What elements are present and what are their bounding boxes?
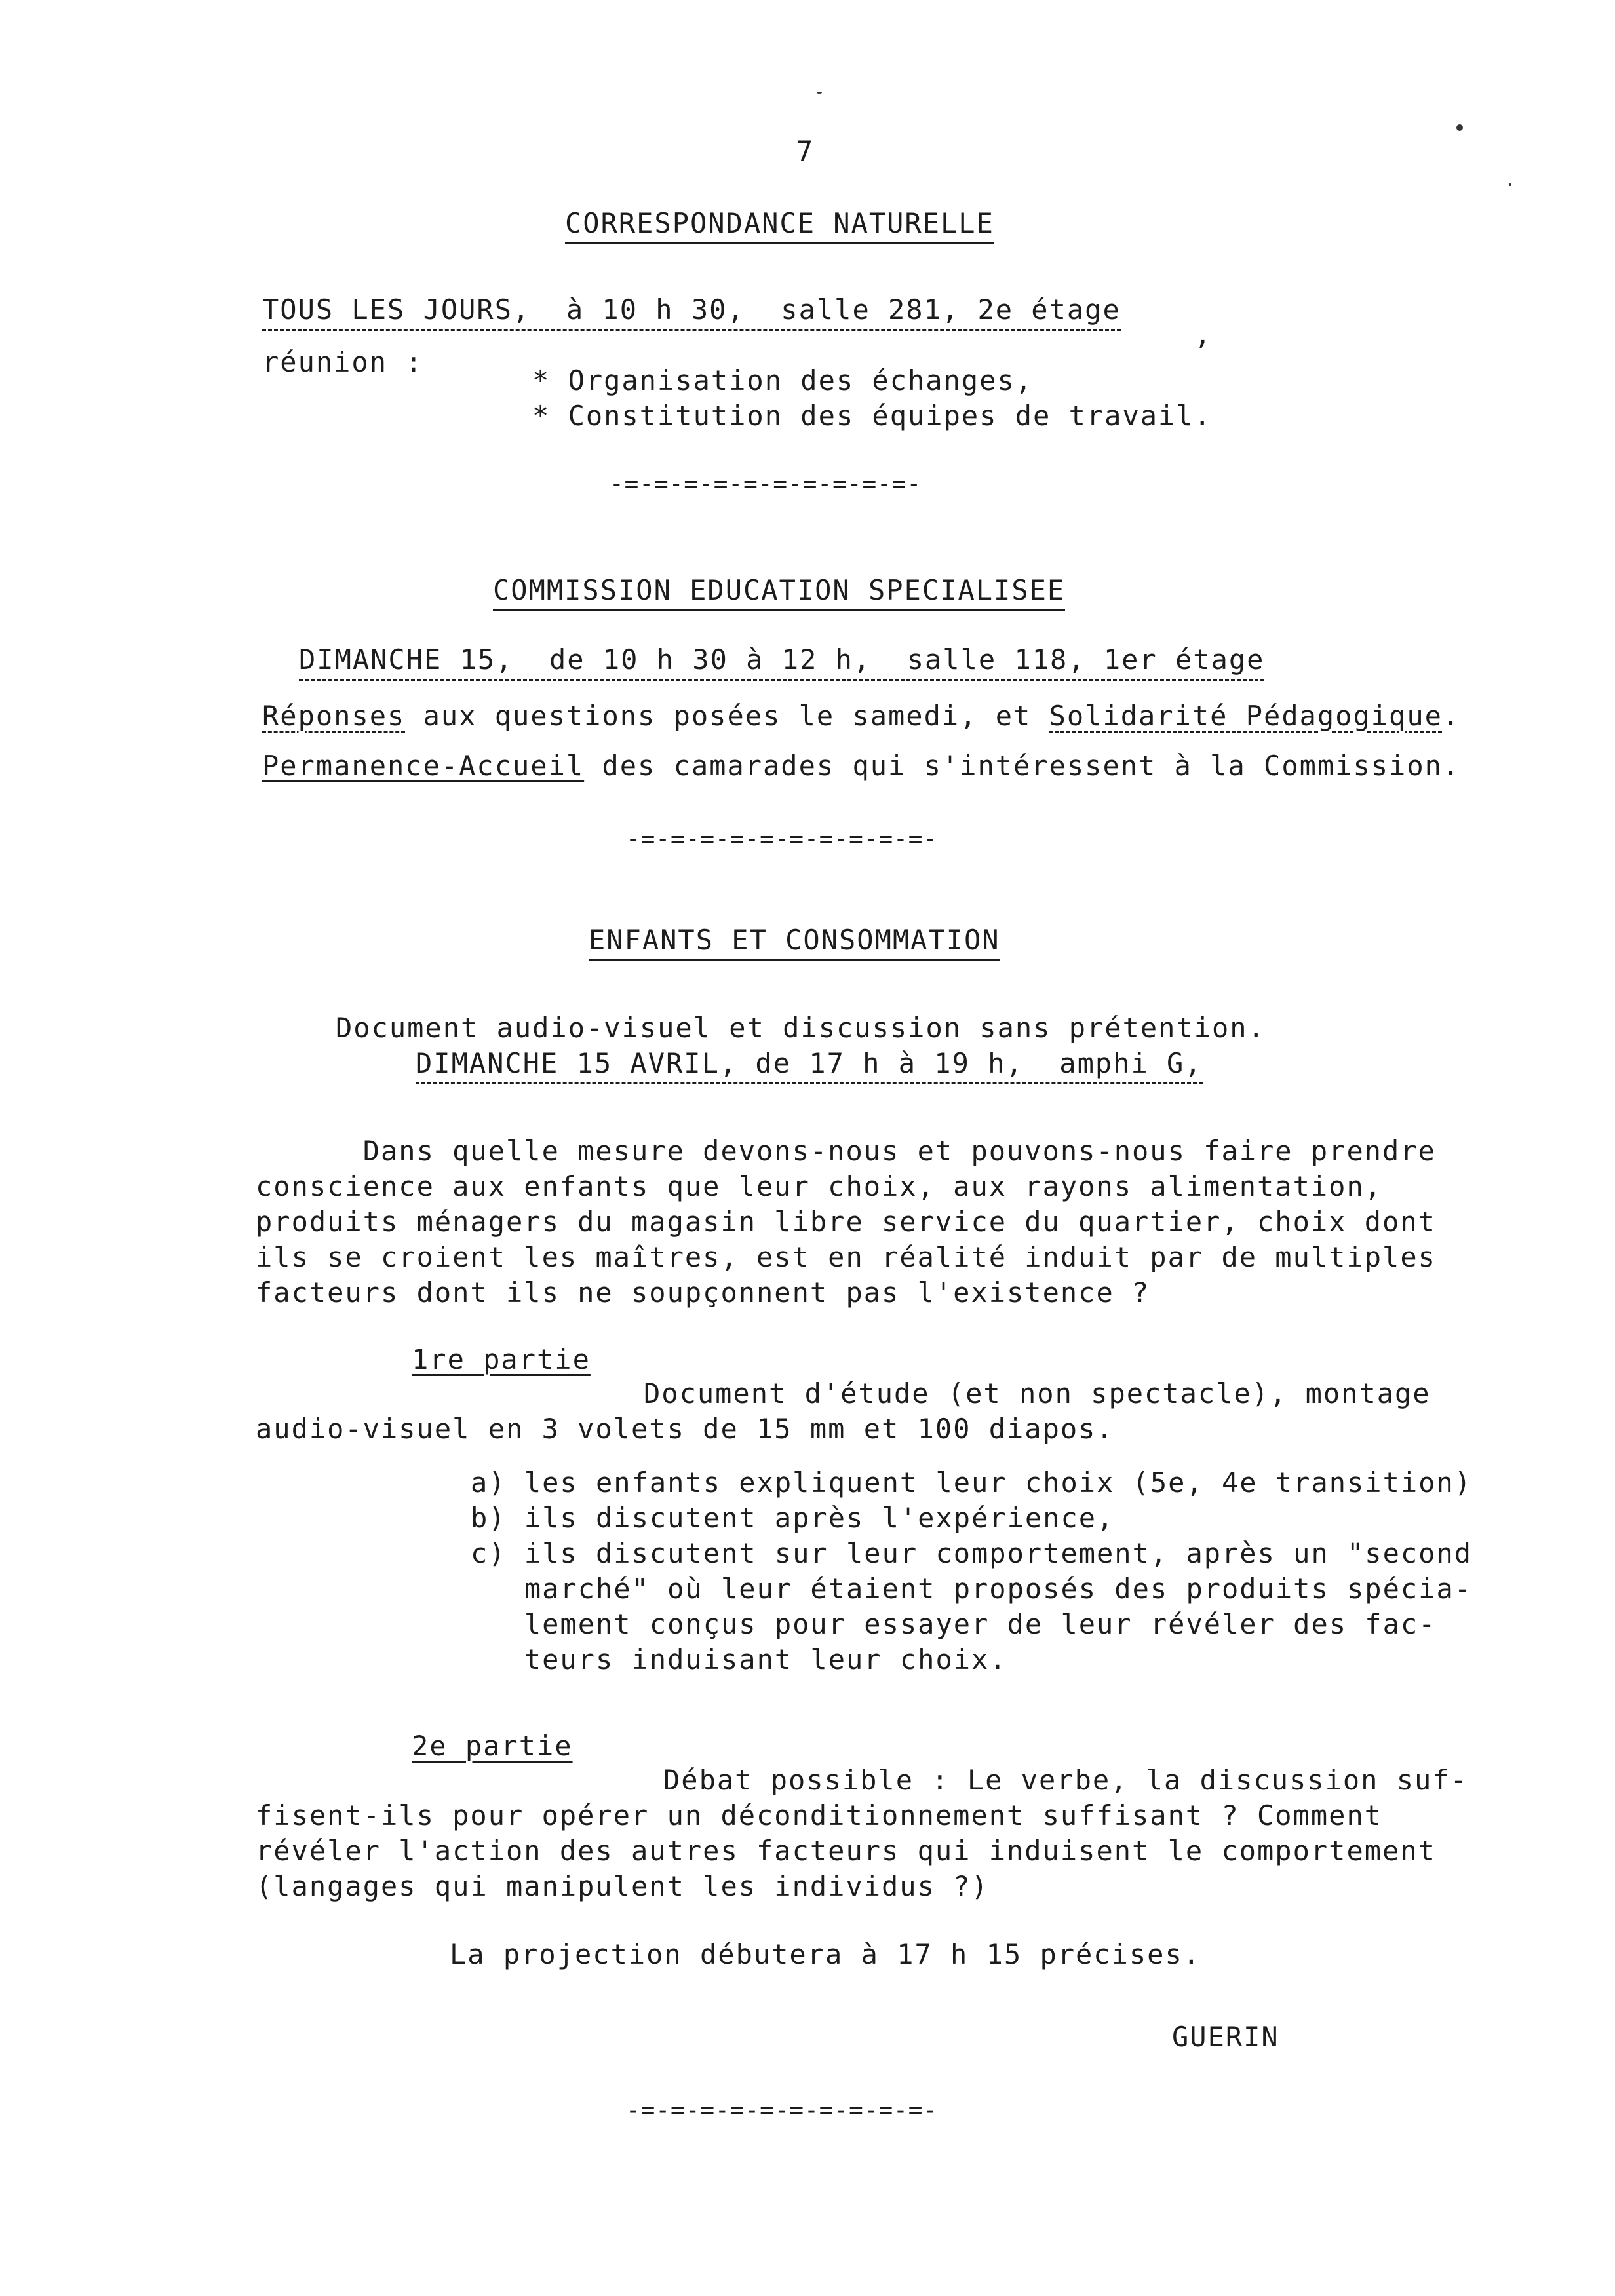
part1-list-item: teurs induisant leur choix.: [471, 1643, 1007, 1675]
paragraph-line: conscience aux enfants que leur choix, aux rayons alimentation,: [256, 1170, 1383, 1202]
section2-line-permanence: Permanence-Accueil des camarades qui s'intéressent à la Commission.: [262, 750, 1461, 782]
section3-intro: Document audio-visuel et discussion sans prétention.: [336, 1012, 1266, 1044]
projection-note: La projection débutera à 17 h 15 précises.: [450, 1938, 1201, 1970]
separator: -=-=-=-=-=-=-=-=-=-=-: [626, 826, 939, 852]
permanence-label: Permanence-Accueil: [262, 750, 585, 782]
part1-list-item: marché" où leur étaient proposés des produits spécia-: [471, 1573, 1473, 1605]
separator: -=-=-=-=-=-=-=-=-=-=-: [610, 470, 922, 497]
scan-speck: [1509, 183, 1511, 186]
part1-heading: 1re partie: [412, 1343, 591, 1375]
scan-speck: [817, 92, 822, 94]
page-number: 7: [796, 135, 815, 167]
section-title-commission: COMMISSION EDUCATION SPECIALISEE: [493, 577, 1065, 611]
section1-label: réunion :: [262, 346, 423, 378]
part1-line: audio-visuel en 3 volets de 15 mm et 100 diapos.: [256, 1413, 1114, 1445]
part1-list-item: c) ils discutent sur leur comportement, après un "second: [471, 1537, 1473, 1569]
part1-list-item: lement conçus pour essayer de leur révéler des fac-: [471, 1608, 1437, 1640]
part1-list-item: b) ils discutent après l'expérience,: [471, 1502, 1115, 1534]
paragraph-line: ils se croient les maîtres, est en réalité induit par de multiples: [256, 1241, 1436, 1273]
reponses-label: Réponses: [262, 700, 406, 732]
paragraph-line: produits ménagers du magasin libre service du quartier, choix dont: [256, 1206, 1436, 1238]
part2-line: Débat possible : Le verbe, la discussion suf-: [663, 1764, 1468, 1796]
part1-line: Document d'étude (et non spectacle), montage: [644, 1377, 1431, 1409]
section-title-correspondance: CORRESPONDANCE NATURELLE: [565, 210, 994, 244]
part2-line: révéler l'action des autres facteurs qui induisent le comportement: [256, 1835, 1436, 1867]
part1-list-item: a) les enfants expliquent leur choix (5e, 4e transition): [471, 1466, 1473, 1499]
section-title-enfants: ENFANTS ET CONSOMMATION: [589, 927, 1000, 961]
section3-schedule: DIMANCHE 15 AVRIL, de 17 h à 19 h, amphi G,: [416, 1050, 1203, 1084]
section2-line-responses: Réponses aux questions posées le samedi, et Solidarité Pédagogique.: [262, 700, 1461, 732]
section1-item: * Organisation des échanges,: [532, 364, 1034, 396]
solidarite-label: Solidarité Pédagogique: [1049, 700, 1443, 732]
part2-heading: 2e partie: [412, 1730, 573, 1762]
section1-item: * Constitution des équipes de travail.: [532, 400, 1212, 432]
paragraph-line: Dans quelle mesure devons-nous et pouvons-nous faire prendre: [256, 1135, 1436, 1167]
part2-line: fisent-ils pour opérer un déconditionnement suffisant ? Comment: [256, 1799, 1383, 1831]
section2-schedule: DIMANCHE 15, de 10 h 30 à 12 h, salle 118, 1er étage: [299, 646, 1264, 681]
separator: -=-=-=-=-=-=-=-=-=-=-: [626, 2097, 939, 2124]
section1-schedule: TOUS LES JOURS, à 10 h 30, salle 281, 2e étage: [262, 296, 1121, 331]
scan-speck: [1456, 124, 1463, 131]
part2-line: (langages qui manipulent les individus ?): [256, 1870, 989, 1902]
paragraph-line: facteurs dont ils ne soupçonnent pas l'existence ?: [256, 1276, 1150, 1309]
signature: GUERIN: [1172, 2021, 1279, 2053]
section1-schedule-tail: ,: [1194, 318, 1213, 351]
